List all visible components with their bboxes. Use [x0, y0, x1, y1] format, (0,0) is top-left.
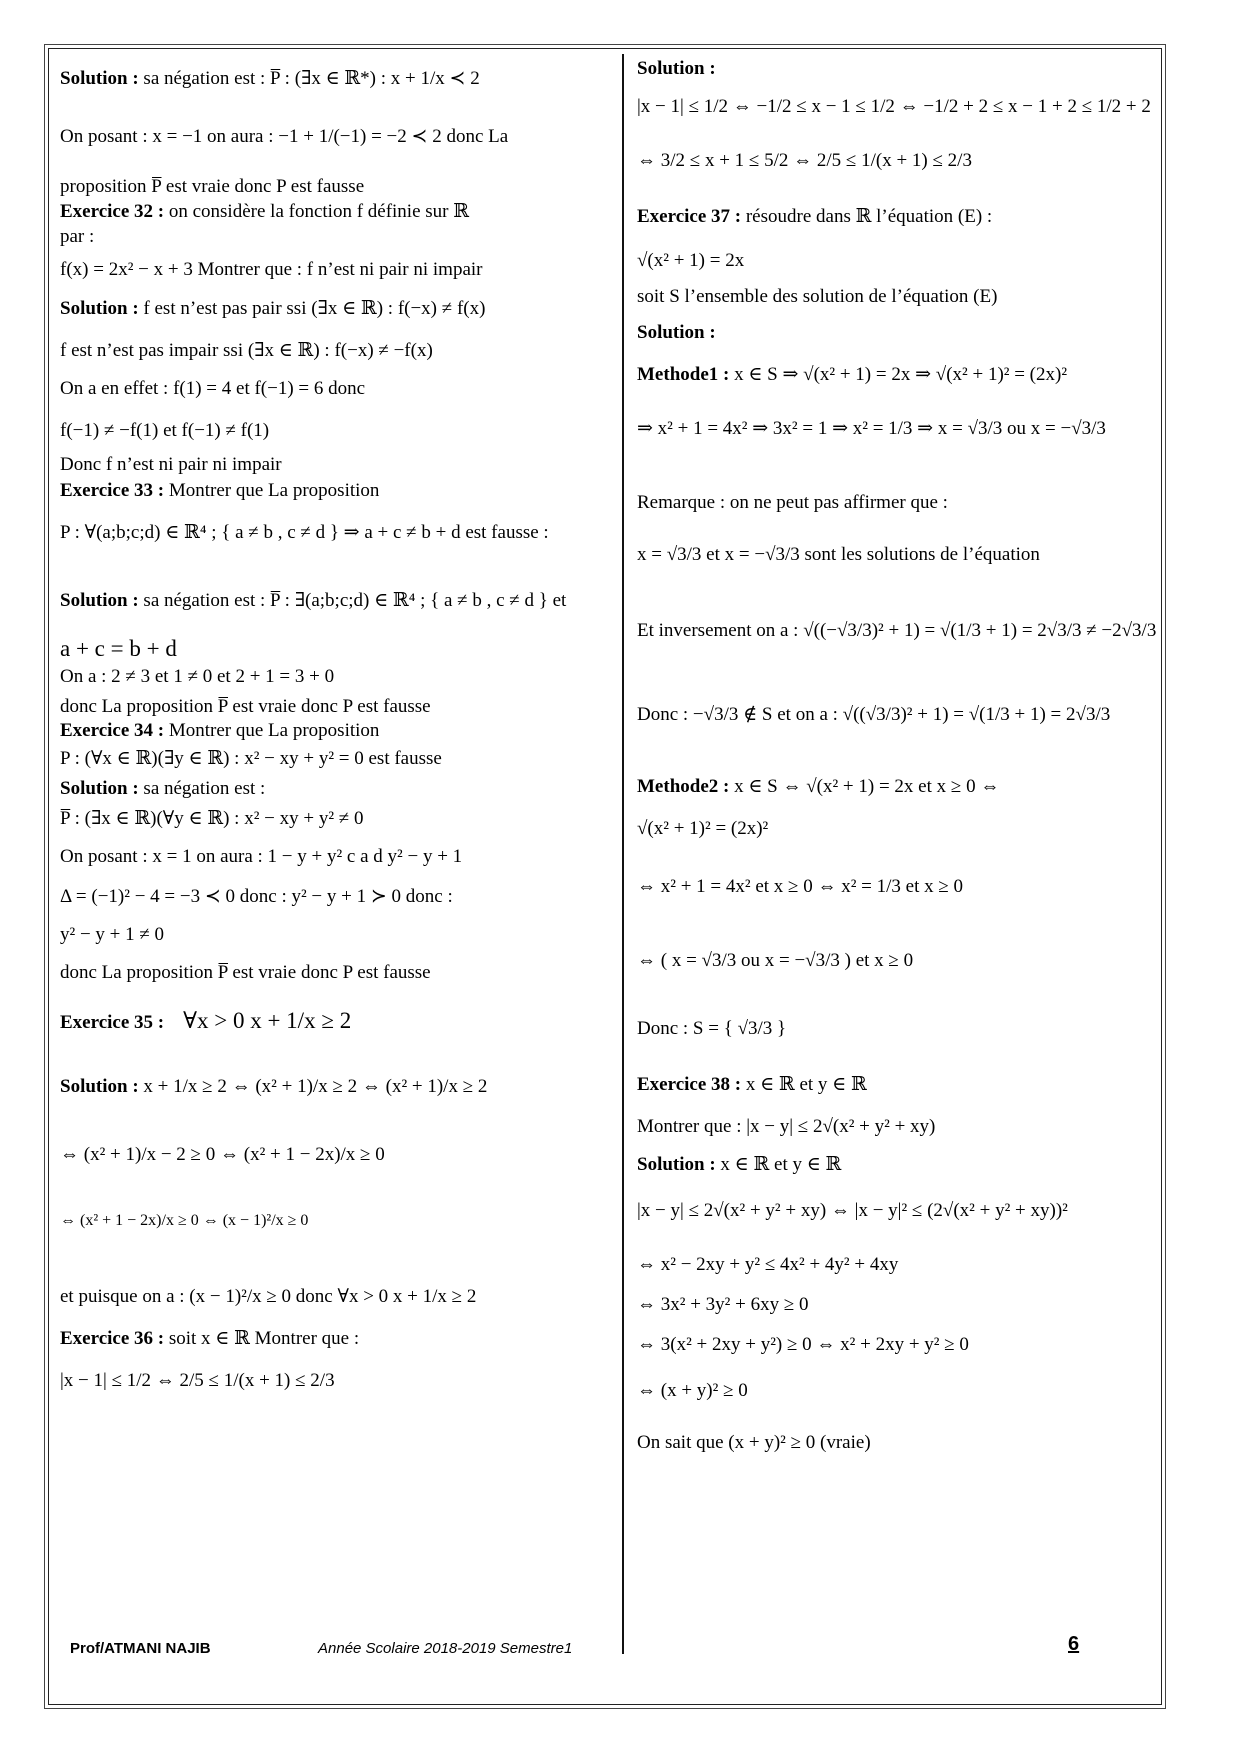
- solution-label: Solution :: [60, 590, 139, 611]
- line-text: soit x ∈ ℝ Montrer que :: [168, 1328, 360, 1349]
- line-text: ⇔ (x² + 1)/x − 2 ≥ 0 ⇔ (x² + 1 − 2x)/x ≥ 0: [60, 1144, 385, 1165]
- line-text: f est n’est pas pair ssi (∃x ∈ ℝ) : f(−x) ≠ f(x): [143, 298, 486, 319]
- line-text: f(x) = 2x² − x + 3 Montrer que : f n’est ni pair ni impair: [60, 259, 483, 280]
- line-text: |x − y| ≤ 2√(x² + y² + xy) ⇔ |x − y|² ≤ (2√(x² + y² + xy))²: [637, 1200, 1068, 1221]
- line: [637, 1254, 898, 1276]
- line-text: ⇔ 3(x² + 2xy + y²) ≥ 0 ⇔ x² + 2xy + y² ≥ 0: [637, 1334, 969, 1355]
- exercise-heading: Exercice 34 :: [60, 720, 165, 741]
- line-text: On a en effet : f(1) = 4 et f(−1) = 6 donc: [60, 378, 366, 399]
- line-text: ⇔ x² + 1 = 4x² et x ≥ 0 ⇔ x² = 1/3 et x ≥ 0: [637, 876, 964, 897]
- line-text: Donc : S = { √3/3 }: [637, 1018, 787, 1039]
- line: [60, 176, 364, 198]
- line-text: x ∈ S ⇒ √(x² + 1) = 2x ⇒ √(x² + 1)² = (2x)²: [734, 364, 1068, 385]
- line-text: ⇔ (x + y)² ≥ 0: [637, 1380, 748, 1401]
- line-text: x ∈ ℝ et y ∈ ℝ: [745, 1074, 867, 1095]
- line: [60, 68, 480, 90]
- method-heading: Methode2 :: [637, 776, 730, 797]
- line: [637, 492, 948, 514]
- line-text: P̅ : (∃x ∈ ℝ)(∀y ∈ ℝ) : x² − xy + y² ≠ 0: [60, 808, 364, 829]
- exercise-heading: Exercice 36 :: [60, 1328, 165, 1349]
- line: [637, 544, 1040, 566]
- line: [60, 226, 94, 248]
- line: [637, 1116, 935, 1138]
- line-text: f(−1) ≠ −f(1) et f(−1) ≠ f(1): [60, 420, 270, 441]
- line: [60, 696, 431, 718]
- line-text: f est n’est pas impair ssi (∃x ∈ ℝ) : f(−x) ≠ −f(x): [60, 340, 433, 361]
- line: [637, 96, 1151, 118]
- line: [637, 1380, 748, 1402]
- line-text: On sait que (x + y)² ≥ 0 (vraie): [637, 1432, 871, 1453]
- line: [60, 126, 508, 148]
- line: [637, 818, 768, 840]
- line: [60, 886, 453, 908]
- footer-school-year: Année Scolaire 2018-2019 Semestre1: [318, 1640, 573, 1657]
- line: [637, 1154, 841, 1176]
- line: [60, 720, 379, 742]
- line-text: |x − 1| ≤ 1/2 ⇔ 2/5 ≤ 1/(x + 1) ≤ 2/3: [60, 1370, 335, 1391]
- line-text: Montrer que La proposition: [168, 720, 380, 741]
- line-text: x ∈ S ⇔ √(x² + 1) = 2x et x ≥ 0 ⇔: [734, 776, 1000, 797]
- line-text: donc La proposition P̅ est vraie donc P est fausse: [60, 962, 431, 983]
- line: [60, 522, 549, 544]
- page-number: 6: [1068, 1633, 1080, 1655]
- line: [60, 480, 379, 502]
- line: [60, 666, 334, 688]
- line-text: a + c = b + d: [60, 636, 177, 661]
- line-text: Donc f n’est ni pair ni impair: [60, 454, 282, 475]
- exercise-heading: Exercice 32 :: [60, 201, 165, 222]
- line-text: Montrer que La proposition: [168, 480, 380, 501]
- line-text: √(x² + 1) = 2x: [637, 250, 745, 271]
- exercise-heading: Exercice 37 :: [637, 206, 742, 227]
- line-text: Et inversement on a : √((−√3/3)² + 1) = √(1/3 + 1) = 2√3/3 ≠ −2√3/3: [637, 620, 1157, 641]
- solution-label: Solution :: [637, 1154, 716, 1175]
- line-text: et puisque on a : (x − 1)²/x ≥ 0 donc ∀x > 0 x + 1/x ≥ 2: [60, 1286, 477, 1307]
- line: [60, 201, 469, 223]
- line: [637, 1432, 871, 1454]
- line-text: proposition P̅ est vraie donc P est fausse: [60, 176, 365, 197]
- line: [60, 340, 433, 362]
- line-text: soit S l’ensemble des solution de l’équation (E): [637, 286, 998, 307]
- line-text: On posant : x = −1 on aura : −1 + 1/(−1) = −2 ≺ 2 donc La: [60, 126, 509, 147]
- line-text: ⇔ (x² + 1 − 2x)/x ≥ 0 ⇔ (x − 1)²/x ≥ 0: [60, 1212, 309, 1229]
- line: [637, 704, 1110, 726]
- line-text: On a : 2 ≠ 3 et 1 ≠ 0 et 2 + 1 = 3 + 0: [60, 666, 335, 687]
- line-text: x = √3/3 et x = −√3/3 sont les solutions de l’équation: [637, 544, 1040, 565]
- line: [60, 1370, 335, 1392]
- line-text: Remarque : on ne peut pas affirmer que :: [637, 492, 948, 513]
- line: [637, 1018, 786, 1040]
- line-text: x + 1/x ≥ 2 ⇔ (x² + 1)/x ≥ 2 ⇔ (x² + 1)/x ≥ 2: [143, 1076, 488, 1097]
- line-text: √(x² + 1)² = (2x)²: [637, 818, 769, 839]
- line: [60, 1286, 476, 1308]
- line: [60, 1210, 308, 1232]
- line: [60, 1076, 487, 1098]
- line-text: par :: [60, 226, 95, 247]
- line: [60, 1010, 351, 1034]
- line-text: résoudre dans ℝ l’équation (E) :: [745, 206, 993, 227]
- line: [60, 924, 164, 946]
- method-heading: Methode1 :: [637, 364, 730, 385]
- line-text: P : ∀(a;b;c;d) ∈ ℝ⁴ ; { a ≠ b , c ≠ d } ⇒ a + c ≠ b + d est fausse :: [60, 522, 549, 543]
- line: [60, 638, 177, 660]
- exercise-heading: Exercice 38 :: [637, 1074, 742, 1095]
- line-text: ∀x > 0 x + 1/x ≥ 2: [183, 1008, 352, 1033]
- solution-label: Solution :: [637, 322, 716, 343]
- line: [60, 454, 282, 476]
- line-text: ⇔ 3/2 ≤ x + 1 ≤ 5/2 ⇔ 2/5 ≤ 1/(x + 1) ≤ 2/3: [637, 150, 972, 171]
- column-divider: [622, 54, 624, 1654]
- line: [60, 298, 485, 320]
- line-text: ⇔ ( x = √3/3 ou x = −√3/3 ) et x ≥ 0: [637, 950, 914, 971]
- line-text: sa négation est : P̅ : (∃x ∈ ℝ*) : x + 1/x ≺ 2: [143, 68, 480, 89]
- line-text: P : (∀x ∈ ℝ)(∃y ∈ ℝ) : x² − xy + y² = 0 est fausse: [60, 748, 442, 769]
- line: [637, 58, 716, 80]
- line: [637, 206, 992, 228]
- line: [637, 1200, 1068, 1222]
- exercise-heading: Exercice 33 :: [60, 480, 165, 501]
- line-text: sa négation est :: [143, 778, 266, 799]
- line: [60, 808, 363, 830]
- line: [637, 150, 972, 172]
- line: [637, 876, 963, 898]
- line: [637, 286, 997, 308]
- line: [60, 748, 442, 770]
- line-text: y² − y + 1 ≠ 0: [60, 924, 165, 945]
- line: [637, 776, 999, 798]
- footer-author: Prof/ATMANI NAJIB: [70, 1640, 211, 1657]
- line-text: On posant : x = 1 on aura : 1 − y + y² c a d y² − y + 1: [60, 846, 463, 867]
- solution-label: Solution :: [60, 1076, 139, 1097]
- line: [60, 590, 566, 612]
- line-text: |x − 1| ≤ 1/2 ⇔ −1/2 ≤ x − 1 ≤ 1/2 ⇔ −1/2 + 2 ≤ x − 1 + 2 ≤ 1/2 + 2: [637, 96, 1151, 117]
- solution-label: Solution :: [60, 778, 139, 799]
- line-text: sa négation est : P̅ : ∃(a;b;c;d) ∈ ℝ⁴ ; { a ≠ b , c ≠ d } et: [143, 590, 567, 611]
- line-text: ⇒ x² + 1 = 4x² ⇒ 3x² = 1 ⇒ x² = 1/3 ⇒ x = √3/3 ou x = −√3/3: [637, 418, 1106, 439]
- line-text: ⇔ x² − 2xy + y² ≤ 4x² + 4y² + 4xy: [637, 1254, 899, 1275]
- solution-label: Solution :: [637, 58, 716, 79]
- line-text: on considère la fonction f définie sur ℝ: [168, 201, 470, 222]
- line: [60, 778, 265, 800]
- line: [637, 620, 1156, 642]
- line: [637, 250, 744, 272]
- line-text: Montrer que : |x − y| ≤ 2√(x² + y² + xy): [637, 1116, 936, 1137]
- line: [637, 1334, 969, 1356]
- line: [637, 1294, 809, 1316]
- line-text: x ∈ ℝ et y ∈ ℝ: [720, 1154, 842, 1175]
- line: [637, 950, 913, 972]
- line-text: Δ = (−1)² − 4 = −3 ≺ 0 donc : y² − y + 1 ≻ 0 donc :: [60, 886, 453, 907]
- line: [60, 259, 483, 281]
- line: [60, 1328, 359, 1350]
- line: [60, 378, 365, 400]
- line: [60, 420, 269, 442]
- line-text: ⇔ 3x² + 3y² + 6xy ≥ 0: [637, 1294, 809, 1315]
- solution-label: Solution :: [60, 68, 139, 89]
- line: [60, 1144, 385, 1166]
- line: [60, 962, 431, 984]
- line-text: donc La proposition P̅ est vraie donc P est fausse: [60, 696, 431, 717]
- line: [637, 364, 1067, 386]
- exercise-heading: Exercice 35 :: [60, 1012, 165, 1033]
- line: [637, 322, 716, 344]
- line: [60, 846, 462, 868]
- line-text: Donc : −√3/3 ∉ S et on a : √((√3/3)² + 1) = √(1/3 + 1) = 2√3/3: [637, 704, 1111, 725]
- line: [637, 1074, 867, 1096]
- solution-label: Solution :: [60, 298, 139, 319]
- line: [637, 418, 1106, 440]
